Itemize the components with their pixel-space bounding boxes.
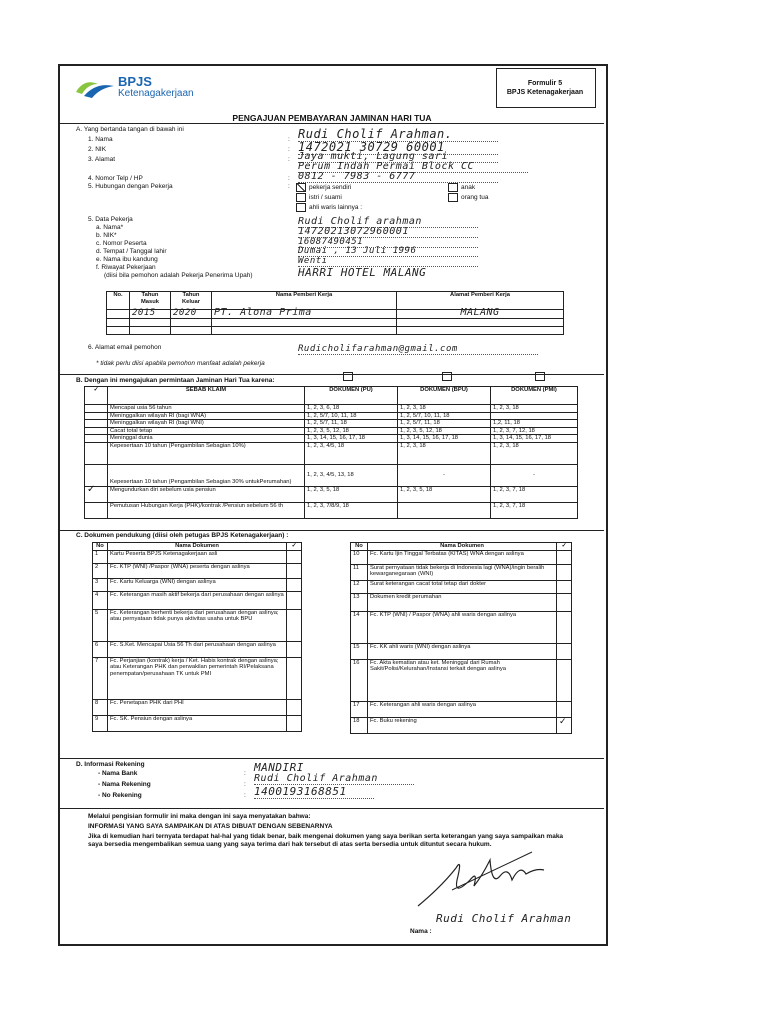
checkbox-icon[interactable]: [296, 203, 306, 212]
form-org: BPJS Ketenagakerjaan: [506, 89, 584, 96]
divider: [60, 374, 604, 375]
label-account-no: - No Rekening: [98, 792, 142, 799]
job-col-employer: Nama Pemberi Kerja: [212, 292, 397, 310]
checkbox-icon[interactable]: [448, 183, 458, 192]
job-col-address: Alamat Pemberi Kerja: [397, 292, 564, 310]
checkbox-icon[interactable]: [448, 193, 458, 202]
claim-check-header: ✓: [85, 387, 108, 405]
divider: [60, 530, 604, 531]
value-account-name[interactable]: Rudi Cholif Arahman: [254, 773, 414, 785]
section-d-heading: D. Informasi Rekening: [76, 761, 145, 768]
value-pekerja-ttl[interactable]: Dumai , 13 Juli 1996: [298, 246, 478, 257]
check-mark-icon[interactable]: ✓: [85, 486, 108, 502]
table-row[interactable]: 1 Kartu Peserta BPJS Ketenagakerjaan asli: [93, 550, 302, 563]
table-row[interactable]: Mencapai usia 56 tahun 1, 2, 3, 6, 18 1, 2, 3, 18 1, 2, 3, 18: [85, 405, 578, 413]
value-bank[interactable]: MANDIRI: [254, 761, 304, 774]
table-row[interactable]: 5 Fc. Keterangan berhenti bekerja dari perusahaan dengan aslinya; atau pernyataan tidak punya aktivitas usaha untuk BPU: [93, 609, 302, 641]
signature: [412, 846, 552, 912]
bpjs-logo: [74, 76, 122, 105]
label-pekerja-riwayat: f. Riwayat Pekerjaan: [96, 264, 156, 271]
value-email[interactable]: Rudicholifarahman@gmail.com: [298, 344, 538, 355]
pmi-checkbox-icon[interactable]: [535, 372, 545, 381]
divider: [60, 123, 604, 124]
table-row[interactable]: 2 Fc. KTP (WNI) /Paspor (WNA) peserta dengan aslinya: [93, 563, 302, 578]
value-pekerja-riwayat[interactable]: HARRI HOTEL MALANG: [298, 266, 427, 279]
claim-reason-table: [84, 386, 578, 519]
bpjs-logo-icon: [74, 76, 122, 100]
bpu-checkbox-icon[interactable]: [442, 372, 452, 381]
value-pekerja-nik[interactable]: 14720213072960001: [298, 226, 478, 238]
table-row[interactable]: 11 Surat pernyataan tidak bekerja di Indonesia lagi (WNA)/ingin beralih kewarganegaraan (WNI): [351, 564, 572, 580]
value-pekerja-ibu[interactable]: Wenti: [298, 256, 478, 267]
value-telp[interactable]: 0812 - 7983 - 6777: [298, 171, 498, 183]
value-account-no[interactable]: 1400193168851: [254, 785, 374, 799]
table-row[interactable]: ✓ Mengundurkan diri sebelum usia pensiun 1, 2, 3, 5, 18 1, 2, 3, 5, 18 1, 2, 3, 7, 18: [85, 486, 578, 502]
table-row[interactable]: 13 Dokumen kredit perumahan: [351, 593, 572, 611]
label-hubungan: 5. Hubungan dengan Pekerja: [88, 183, 173, 190]
label-email: 6. Alamat email pemohon: [88, 344, 162, 351]
table-row[interactable]: 15 Fc. KK ahli waris (WNI) dengan aslinya: [351, 643, 572, 659]
table-row[interactable]: 9 Fc. SK. Pensiun dengan aslinya: [93, 715, 302, 731]
table-row[interactable]: Meninggalkan wilayah RI (bagi WNA) 1, 2, 5/7, 10, 11, 18 1, 2, 5/7, 10, 11, 18: [85, 412, 578, 420]
job-col-no: No.: [107, 292, 130, 310]
job-col-keluar: Tahun Keluar: [171, 292, 212, 310]
table-row[interactable]: 8 Fc. Penetapan PHK dari PHI: [93, 699, 302, 715]
relation-parent[interactable]: orang tua: [448, 193, 488, 202]
label-pekerja-peserta: c. Nomor Peserta: [96, 240, 147, 247]
divider: [60, 808, 604, 809]
table-row[interactable]: 14 Fc. KTP (WNI) / Paspor (WNA) ahli waris dengan aslinya: [351, 611, 572, 643]
relation-child[interactable]: anak: [448, 183, 475, 192]
documents-left-table: No Nama Dokumen ✓ 1 Kartu Peserta BPJS Ketenagakerjaan asli 2 Fc. KTP (WNI) /Paspor (WNA) peserta dengan aslinya 3 Fc. Kartu Keluarga (WNI) dengan aslinya 4 Fc. Keterangan masih aktif bekerja dari perusahaan dengan aslinya 5 Fc. Keterangan berhenti bekerja dari perusahaan dengan aslinya; atau pernyataan tidak punya aktivitas usaha untuk BPU 6 Fc. S.Ket. Mencapai Usia 56 Th dari perusahaan dengan aslinya 7 Fc. Perjanjian (kontrak) kerja / Ket. Habis kontrak dengan aslinya; atau Keterangan PHK dan perwakilan pemerintah RI/Pelaksana penempatan/perusahaan TK untuk PMI 8 Fc. Penetapan PHK dari PHI 9 Fc. SK. Pensiun dengan aslinya: [92, 542, 302, 732]
table-row[interactable]: Pemutusan Hubungan Kerja (PHK)/kontrak /Pensiun sebelum 56 th 1, 2, 3, 7/8/9, 18 1, 2, 3, 7, 18: [85, 502, 578, 518]
claim-col-pu: DOKUMEN (PU): [305, 387, 398, 405]
job-cell-address[interactable]: MALANG: [397, 310, 564, 319]
table-row[interactable]: Kepesertaan 10 tahun (Pengambilan Sebagian 30% untukPerumahan) 1, 2, 3, 4/5, 13, 18 - -: [85, 464, 578, 486]
table-row[interactable]: 12 Surat keterangan cacat total tetap dari dokter: [351, 580, 572, 593]
table-row[interactable]: Meninggalkan wilayah RI (bagi WNI) 1, 2, 5/7, 11, 18 1, 2, 5/7, 11, 18 1,2, 11, 18: [85, 420, 578, 428]
job-cell-masuk[interactable]: 2015: [130, 310, 171, 319]
documents-right-table: No Nama Dokumen ✓ 10 Fc. Kartu Ijin Tinggal Terbatas (KITAS) WNA dengan aslinya 11 Surat pernyataan tidak bekerja di Indonesia lagi (WNA)/ingin beralih kewarganegaraan (WNI) 12 Surat keterangan cacat total tetap dari dokter 13 Dokumen kredit perumahan 14 Fc. KTP (WNI) / Paspor (WNA) ahli waris dengan aslinya 15 Fc. KK ahli waris (WNI) dengan aslinya 16 Fc. Akta kematian atau ket. Meninggal dari Rumah Sakit/Polisi/Kelurahan/Instansi terkait dengan aslinya 17 Fc. Keterangan ahli waris dengan aslinya 18 Fc. Buku rekening ✓: [350, 542, 572, 734]
table-row[interactable]: 6 Fc. S.Ket. Mencapai Usia 56 Th dari perusahaan dengan aslinya: [93, 641, 302, 657]
table-row: [107, 310, 564, 319]
job-cell-keluar[interactable]: 2020: [171, 310, 212, 319]
data-pekerja-heading: 5. Data Pekerja: [88, 216, 133, 223]
label-nama: 1. Nama: [88, 136, 113, 143]
claim-col-reason: SEBAB KLAIM: [108, 387, 305, 405]
value-nik[interactable]: 1472021 30729 60001: [298, 140, 498, 155]
checkbox-checked-icon[interactable]: [296, 183, 306, 192]
table-row[interactable]: 7 Fc. Perjanjian (kontrak) kerja / Ket. Habis kontrak dengan aslinya; atau Keterangan PHK dan perwakilan pemerintah RI/Pelaksana penempatan/perusahaan TK untuk PMI: [93, 657, 302, 699]
label-pekerja-ttl: d. Tempat / Tanggal lahir: [96, 248, 167, 255]
form-number: Formulir 5: [527, 80, 563, 87]
divider: [60, 758, 604, 759]
section-a-heading: A. Yang bertanda tangan di bawah ini: [76, 126, 184, 133]
label-pekerja-nama: a. Nama*: [96, 224, 124, 231]
table-row[interactable]: 17 Fc. Keterangan ahli waris dengan aslinya: [351, 701, 572, 717]
note-pekerja: * tidak perlu diisi apabila pemohon manfaat adalah pekerja: [96, 360, 265, 367]
table-row[interactable]: 4 Fc. Keterangan masih aktif bekerja dari perusahaan dengan aslinya: [93, 591, 302, 609]
label-account-name: - Nama Rekening: [98, 781, 151, 788]
table-row[interactable]: 18 Fc. Buku rekening ✓: [351, 717, 572, 733]
job-col-masuk: Tahun Masuk: [130, 292, 171, 310]
value-nama[interactable]: Rudi Cholif Arahman.: [298, 127, 498, 142]
label-alamat: 3. Alamat: [88, 156, 116, 163]
label-pekerja-nik: b. NIK*: [96, 232, 117, 239]
table-row[interactable]: 10 Fc. Kartu Ijin Tinggal Terbatas (KITAS) WNA dengan aslinya: [351, 550, 572, 564]
declaration-terms: Jika di kemudian hari ternyata terdapat hal-hal yang tidak benar, baik mengenai dokumen yang saya berikan serta keterangan yang saya sampaikan maka saya bersedia mengembalikan semua uang yang saya terima dari hak tersebut di atas serta bersedia untuk dituntut secara hukum.: [88, 833, 564, 848]
claim-col-bpu: DOKUMEN (BPU): [398, 387, 491, 405]
form-number-box: [496, 68, 596, 108]
claim-col-pmi: DOKUMEN (PMI): [491, 387, 578, 405]
value-signer-name[interactable]: Rudi Cholif Arahman: [436, 912, 572, 925]
job-history-table: [106, 291, 564, 335]
value-pekerja-peserta[interactable]: 16087490451: [298, 237, 478, 248]
value-alamat-2[interactable]: Perum Indah Permai Block CC: [298, 161, 528, 173]
label-bank: - Nama Bank: [98, 770, 138, 777]
value-alamat-1[interactable]: Jaya mukti, Lagung sari: [298, 151, 498, 163]
relation-self[interactable]: pekerja sendiri: [296, 183, 351, 192]
table-row[interactable]: Meninggal dunia 1, 3, 14, 15, 16, 17, 18 1, 3, 14, 15, 16, 17, 18 1, 3, 14, 15, 16, 17, 18: [85, 435, 578, 443]
label-nik: 2. NIK: [88, 146, 107, 153]
label-signer-name: Nama :: [410, 928, 432, 935]
value-pekerja-nama[interactable]: Rudi Cholif arahman: [298, 216, 478, 228]
pu-checkbox-icon[interactable]: [343, 372, 353, 381]
logo-brand: BPJS: [118, 74, 152, 89]
logo-sub: Ketenagakerjaan: [118, 88, 194, 99]
label-telp: 4. Nomor Telp / HP: [88, 175, 143, 182]
declaration-intro: Melalui pengisian formulir ini maka dengan ini saya menyatakan bahwa:: [88, 813, 311, 820]
checkbox-icon[interactable]: [296, 193, 306, 202]
declaration-statement: INFORMASI YANG SAYA SAMPAIKAN DI ATAS DIBUAT DENGAN SEBENARNYA: [88, 823, 333, 830]
table-row[interactable]: Kepesertaan 10 tahun (Pengambilan Sebagian 10%) 1, 2, 3, 4/5, 18 1, 2, 3, 18 1, 2, 3, 18: [85, 442, 578, 464]
table-row[interactable]: Cacat total tetap 1, 2, 3, 5, 12, 18 1, 2, 3, 5, 12, 18 1, 2, 3, 7, 12, 18: [85, 427, 578, 435]
relation-heir[interactable]: ahli waris lainnya :: [296, 203, 362, 212]
table-row[interactable]: 3 Fc. Kartu Keluarga (WNI) dengan aslinya: [93, 578, 302, 591]
page-title: PENGAJUAN PEMBAYARAN JAMINAN HARI TUA: [232, 113, 432, 123]
section-b-heading: B. Dengan ini mengajukan permintaan Jaminan Hari Tua karena:: [76, 377, 275, 384]
table-row[interactable]: 16 Fc. Akta kematian atau ket. Meninggal dari Rumah Sakit/Polisi/Kelurahan/Instansi terkait dengan aslinya: [351, 659, 572, 701]
label-pekerja-note: (diisi bila pemohon adalah Pekerja Penerima Upah): [104, 272, 253, 279]
label-pekerja-ibu: e. Nama ibu kandung: [96, 256, 158, 263]
relation-spouse[interactable]: istri / suami: [296, 193, 342, 202]
check-mark-icon[interactable]: ✓: [557, 717, 572, 733]
section-c-heading: C. Dokumen pendukung (diisi oleh petugas BPJS Ketenagakerjaan) :: [76, 532, 289, 539]
job-cell-employer[interactable]: PT. Alona Prima: [212, 310, 397, 319]
